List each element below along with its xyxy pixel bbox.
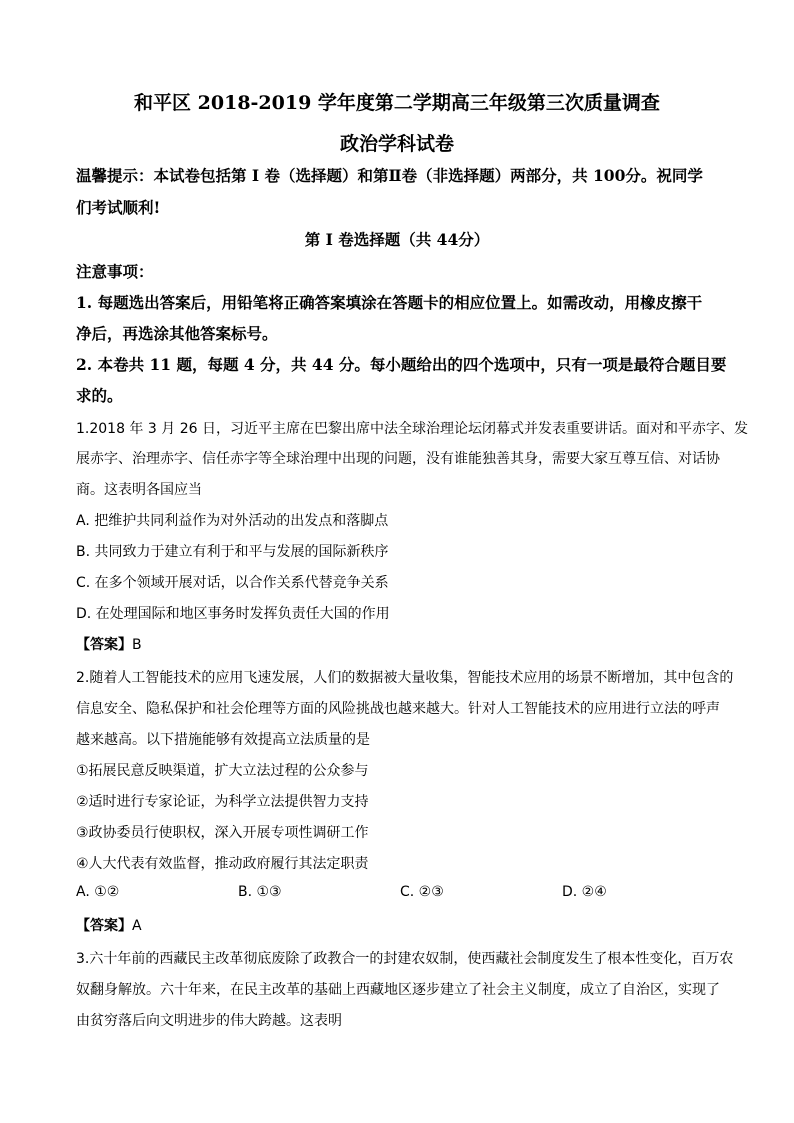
q1-stem-line-2: 展赤字、治理赤字、信任赤字等全球治理中出现的问题，没有谁能独善其身，需要大家互尊互信、对话协: [76, 451, 720, 467]
q2-option-c: C. ②③: [400, 884, 444, 900]
q2-answer-value: A: [132, 918, 142, 934]
q2-item-2: ②适时进行专家论证，为科学立法提供智力支持: [76, 794, 369, 810]
q1-option-d: D. 在处理国际和地区事务时发挥负责任大国的作用: [76, 606, 390, 622]
exam-subtitle: 政治学科试卷: [339, 133, 454, 155]
q2-option-d: D. ②④: [562, 884, 607, 900]
notice-line-1: 温馨提示：本试卷包括第 I 卷（选择题）和第Ⅱ卷（非选择题）两部分，共 100分。祝同学: [76, 166, 703, 185]
note-1-line-2: 净后，再选涂其他答案标号。: [76, 324, 278, 343]
q3-stem-line-2: 奴翻身解放。六十年来，在民主改革的基础上西藏地区逐步建立了社会主义制度，成立了自治区，实现了: [76, 982, 720, 998]
note-2-line-2: 求的。: [76, 386, 123, 405]
q1-answer: [76, 634, 142, 654]
q1-stem-line-1: 1.2018 年 3 月 26 日，习近平主席在巴黎出席中法全球治理论坛闭幕式并发表重要讲话。面对和平赤字、发: [76, 421, 748, 437]
note-2-line-1: 2. 本卷共 11 题，每题 4 分，共 44 分。每小题给出的四个选项中，只有一项是最符合题目要: [76, 355, 727, 374]
q2-stem-line-2: 信息安全、隐私保护和社会伦理等方面的风险挑战也越来越大。针对人工智能技术的应用进行立法的呼声: [76, 701, 720, 717]
q2-item-4: ④人大代表有效监督，推动政府履行其法定职责: [76, 856, 369, 872]
q3-stem-line-1: 3.六十年前的西藏民主改革彻底废除了政教合一的封建农奴制，使西藏社会制度发生了根本性变化，百万农: [76, 951, 734, 967]
q1-option-b: B. 共同致力于建立有利于和平与发展的国际新秩序: [76, 544, 389, 560]
section-heading: 第 I 卷选择题（共 44分）: [304, 230, 490, 249]
note-1-line-1: 1. 每题选出答案后，用铅笔将正确答案填涂在答题卡的相应位置上。如需改动，用橡皮擦干: [76, 293, 703, 312]
q1-stem-line-3: 商。这表明各国应当: [76, 482, 202, 498]
q2-item-3: ③政协委员行使职权，深入开展专项性调研工作: [76, 825, 369, 841]
q3-stem-line-3: 由贫穷落后向文明进步的伟大跨越。这表明: [76, 1013, 342, 1029]
q1-answer-value: B: [132, 637, 142, 653]
q1-option-c: C. 在多个领域开展对话，以合作关系代替竞争关系: [76, 575, 389, 591]
notice-line-2: 们考试顺利!: [76, 198, 161, 217]
notes-title: 注意事项：: [76, 262, 154, 281]
q2-stem-line-1: 2.随着人工智能技术的应用飞速发展，人们的数据被大量收集，智能技术应用的场景不断增加，其中包含的: [76, 670, 734, 686]
q2-answer-label: 【答案】: [76, 918, 132, 934]
exam-title: 和平区 2018-2019 学年度第二学期高三年级第三次质量调查: [134, 92, 660, 114]
q2-stem-line-3: 越来越高。以下措施能够有效提高立法质量的是: [76, 732, 370, 748]
q2-answer: [76, 915, 142, 935]
q2-option-b: B. ①③: [238, 884, 282, 900]
q1-option-a: A. 把维护共同利益作为对外活动的出发点和落脚点: [76, 513, 389, 529]
q2-option-a: A. ①②: [76, 884, 120, 900]
q2-item-1: ①拓展民意反映渠道，扩大立法过程的公众参与: [76, 763, 369, 779]
q1-answer-label: 【答案】: [76, 637, 132, 653]
